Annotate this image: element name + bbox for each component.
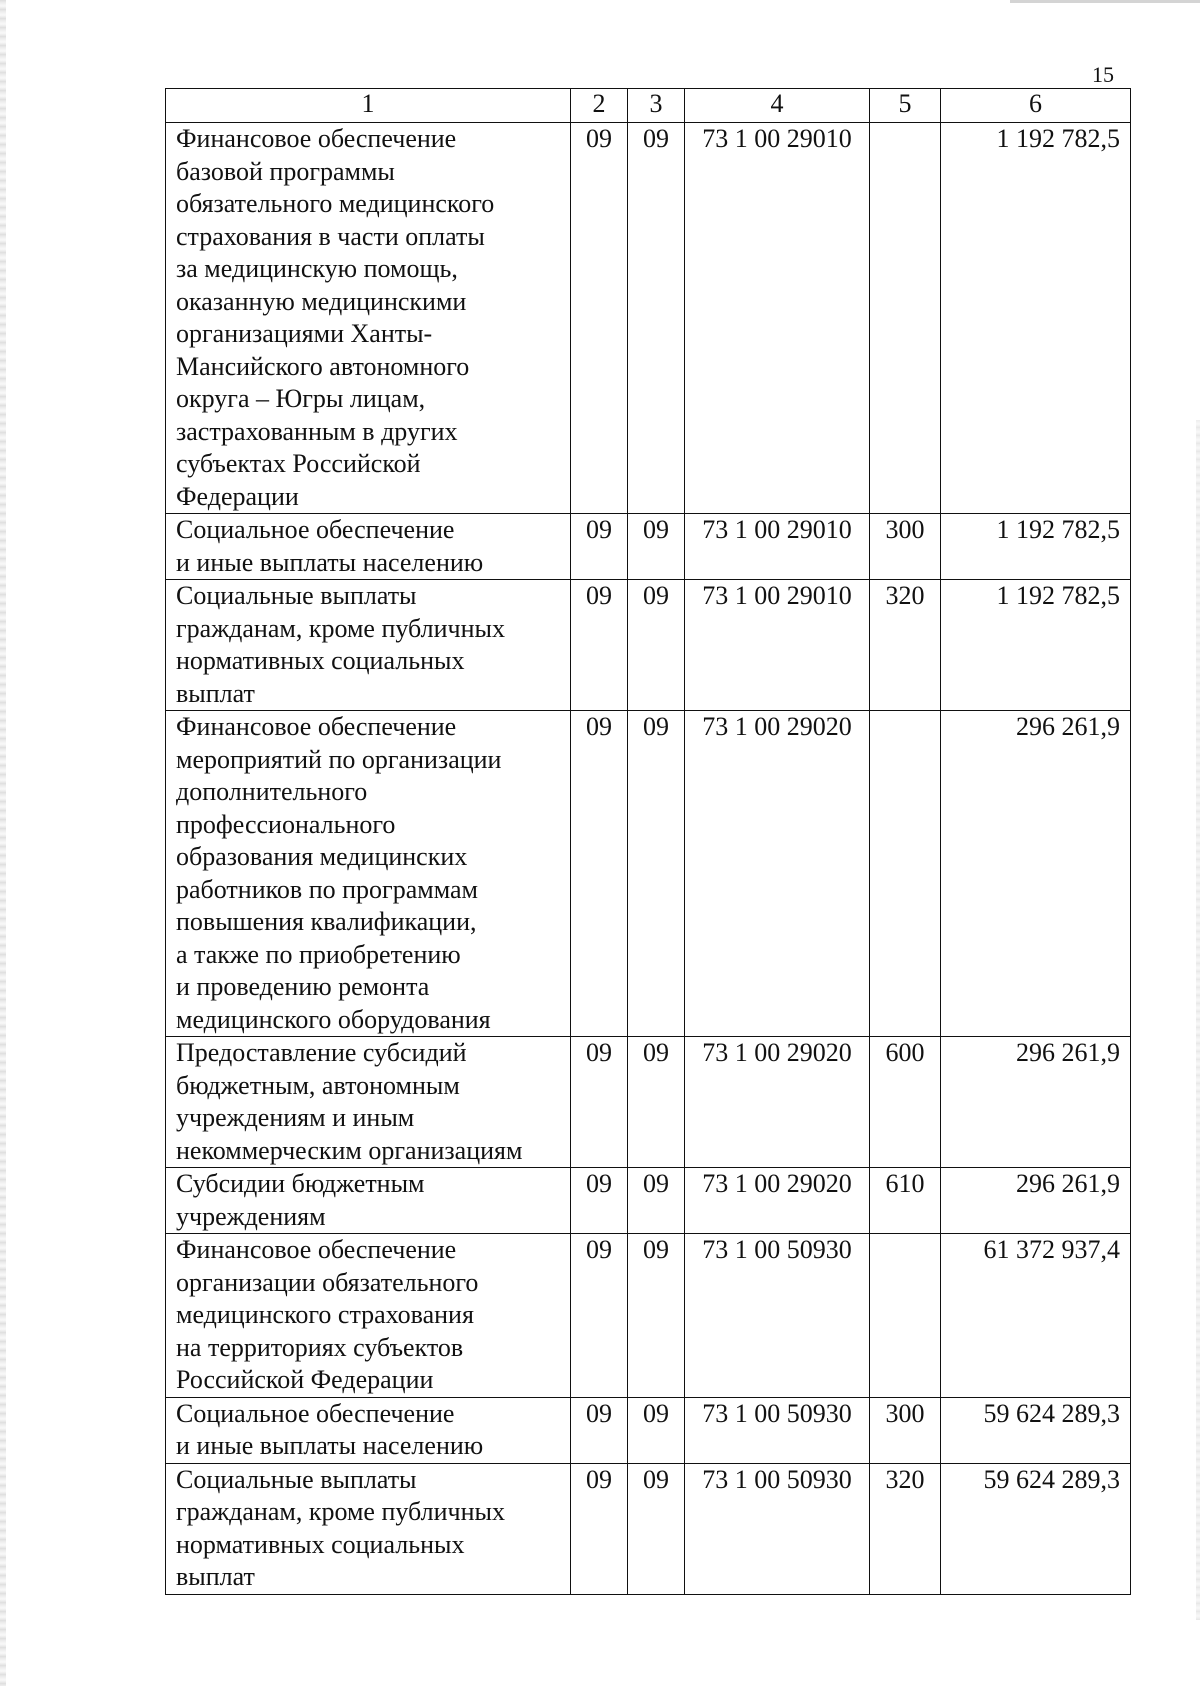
- row-expense-type: [870, 1234, 941, 1398]
- row-name: Социальные выплаты гражданам, кроме публичных нормативных социальных выплат: [166, 580, 571, 711]
- page-number: 15: [1092, 62, 1114, 87]
- row-section: 09: [571, 711, 628, 1037]
- row-amount: 296 261,9: [941, 1168, 1131, 1234]
- row-target-article: 73 1 00 29020: [685, 1168, 870, 1234]
- table-header: [166, 89, 1131, 123]
- row-expense-type: 600: [870, 1037, 941, 1168]
- budget-table: [165, 88, 1131, 1595]
- row-amount: 61 372 937,4: [941, 1234, 1131, 1398]
- row-section: 09: [571, 1037, 628, 1168]
- table-row: [166, 580, 1131, 711]
- row-name: Финансовое обеспечение организации обязательного медицинского страхования на территориях субъектов Российской Федерации: [166, 1234, 571, 1398]
- header-col-6: 6: [941, 89, 1131, 123]
- row-expense-type: [870, 711, 941, 1037]
- row-amount: 296 261,9: [941, 711, 1131, 1037]
- row-subsection: 09: [628, 711, 685, 1037]
- row-subsection: 09: [628, 1234, 685, 1398]
- row-amount: 296 261,9: [941, 1037, 1131, 1168]
- row-amount: 1 192 782,5: [941, 123, 1131, 514]
- row-section: 09: [571, 123, 628, 514]
- row-target-article: 73 1 00 29010: [685, 514, 870, 580]
- row-target-article: 73 1 00 50930: [685, 1397, 870, 1463]
- row-section: 09: [571, 1463, 628, 1594]
- row-subsection: 09: [628, 580, 685, 711]
- row-amount: 59 624 289,3: [941, 1463, 1131, 1594]
- row-expense-type: [870, 123, 941, 514]
- scan-edge-right: [1196, 420, 1200, 1620]
- row-name: Предоставление субсидий бюджетным, автономным учреждениям и иным некоммерческим организациям: [166, 1037, 571, 1168]
- table-body: [166, 123, 1131, 1595]
- row-section: 09: [571, 1397, 628, 1463]
- row-target-article: 73 1 00 50930: [685, 1463, 870, 1594]
- row-expense-type: 300: [870, 1397, 941, 1463]
- row-expense-type: 610: [870, 1168, 941, 1234]
- row-subsection: 09: [628, 1168, 685, 1234]
- scan-edge-left: [0, 0, 6, 1686]
- header-col-2: 2: [571, 89, 628, 123]
- header-col-3: 3: [628, 89, 685, 123]
- row-target-article: 73 1 00 29020: [685, 1037, 870, 1168]
- row-expense-type: 320: [870, 580, 941, 711]
- row-subsection: 09: [628, 1463, 685, 1594]
- row-target-article: 73 1 00 29020: [685, 711, 870, 1037]
- row-target-article: 73 1 00 29010: [685, 580, 870, 711]
- row-name: Субсидии бюджетным учреждениям: [166, 1168, 571, 1234]
- table-row: [166, 514, 1131, 580]
- row-section: 09: [571, 1168, 628, 1234]
- row-target-article: 73 1 00 29010: [685, 123, 870, 514]
- row-subsection: 09: [628, 1397, 685, 1463]
- row-name: Финансовое обеспечение мероприятий по организации дополнительного профессионального образования медицинских работников по программам повышения квалификации, а также по приобретению и проведению ремонта медицинского оборудования: [166, 711, 571, 1037]
- row-section: 09: [571, 1234, 628, 1398]
- row-section: 09: [571, 580, 628, 711]
- row-section: 09: [571, 514, 628, 580]
- row-expense-type: 320: [870, 1463, 941, 1594]
- row-name: Социальное обеспечение и иные выплаты населению: [166, 514, 571, 580]
- table-row: [166, 1234, 1131, 1398]
- header-col-4: 4: [685, 89, 870, 123]
- row-name: Социальные выплаты гражданам, кроме публичных нормативных социальных выплат: [166, 1463, 571, 1594]
- row-subsection: 09: [628, 514, 685, 580]
- table-row: [166, 1463, 1131, 1594]
- header-col-5: 5: [870, 89, 941, 123]
- row-amount: 59 624 289,3: [941, 1397, 1131, 1463]
- table-row: [166, 1168, 1131, 1234]
- row-amount: 1 192 782,5: [941, 580, 1131, 711]
- row-target-article: 73 1 00 50930: [685, 1234, 870, 1398]
- row-name: Социальное обеспечение и иные выплаты населению: [166, 1397, 571, 1463]
- row-expense-type: 300: [870, 514, 941, 580]
- header-row: [166, 89, 1131, 123]
- row-amount: 1 192 782,5: [941, 514, 1131, 580]
- row-subsection: 09: [628, 123, 685, 514]
- row-name: Финансовое обеспечение базовой программы обязательного медицинского страхования в части оплаты за медицинскую помощь, оказанную медицинскими организациями Ханты- Мансийского автономного округа – Югры лицам, застрахованным в других субъектах Российской Федерации: [166, 123, 571, 514]
- table-row: [166, 1397, 1131, 1463]
- scan-edge-top: [1010, 0, 1200, 3]
- table-row: [166, 1037, 1131, 1168]
- header-col-1: 1: [166, 89, 571, 123]
- table-row: [166, 711, 1131, 1037]
- table-row: [166, 123, 1131, 514]
- row-subsection: 09: [628, 1037, 685, 1168]
